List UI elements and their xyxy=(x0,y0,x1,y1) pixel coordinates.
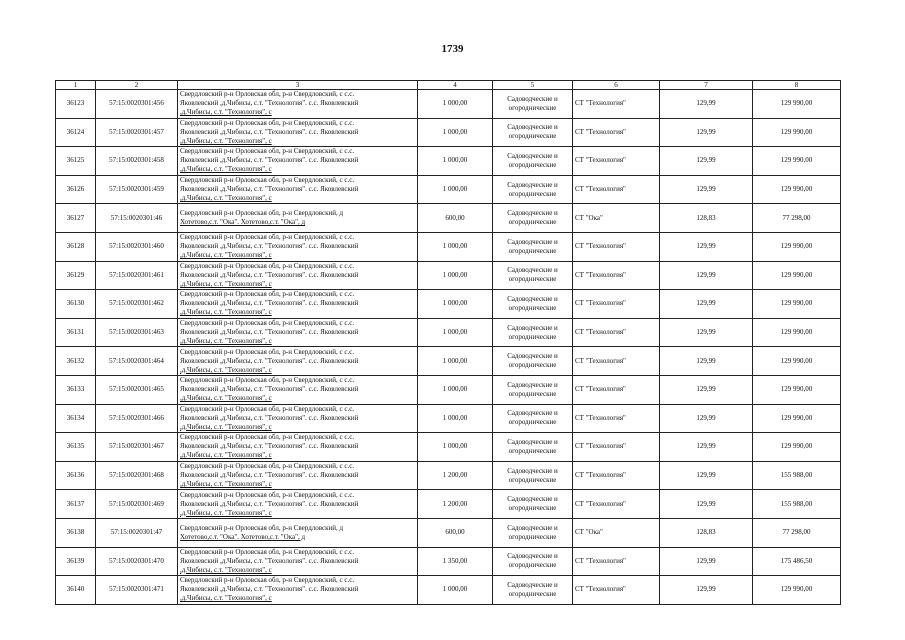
cadastral-number: 57:15:0020301:468 xyxy=(96,461,178,490)
specific-value: 129,99 xyxy=(660,261,753,290)
address-line: Яковлевский ,д.Чибисы, с.т. "Технология". с.с. Яковлевский xyxy=(180,356,359,365)
area-value: 1 000,00 xyxy=(418,404,493,433)
cadastral-value: 129 990,00 xyxy=(753,261,841,290)
table-row xyxy=(56,318,841,347)
specific-value: 129,99 xyxy=(660,232,753,261)
address-line: ,д.Чибисы, с.т. "Технология", с xyxy=(180,251,272,260)
record-number: 36130 xyxy=(56,290,96,319)
cadastral-number: 57:15:0020301:469 xyxy=(96,490,178,519)
cadastral-value: 129 990,00 xyxy=(753,90,841,119)
record-number: 36139 xyxy=(56,547,96,576)
address-line: ,д.Чибисы, с.т. "Технология", с xyxy=(180,279,272,288)
address-cell xyxy=(178,290,418,319)
table-row xyxy=(56,347,841,376)
cadastral-number: 57:15:0020301:471 xyxy=(96,576,178,605)
address-line: Яковлевский ,д.Чибисы, с.т. "Технология". с.с. Яковлевский xyxy=(180,385,359,394)
address-line: Яковлевский ,д.Чибисы, с.т. "Технология". с.с. Яковлевский xyxy=(180,242,359,251)
column-header: 3 xyxy=(178,81,418,90)
record-number: 36123 xyxy=(56,90,96,119)
cadastral-value: 77 298,00 xyxy=(753,518,841,547)
organization-name: СТ "Ока" xyxy=(573,204,660,233)
organization-name: СТ "Технология" xyxy=(573,490,660,519)
land-use-line: огороднические xyxy=(508,504,557,513)
address-line: Яковлевский ,д.Чибисы, с.т. "Технология". с.с. Яковлевский xyxy=(180,556,359,565)
record-number: 36138 xyxy=(56,518,96,547)
address-line: Свердловский р-н Орловская обл, р-н Свердловский, с с.с. xyxy=(180,261,355,270)
address-line: ,д.Чибисы, с.т. "Технология", с xyxy=(180,394,272,403)
land-use-cell xyxy=(493,576,573,605)
record-number: 36124 xyxy=(56,118,96,147)
address-line: ,д.Чибисы, с.т. "Технология", с xyxy=(180,136,272,145)
address-cell xyxy=(178,232,418,261)
specific-value: 129,99 xyxy=(660,290,753,319)
address-cell xyxy=(178,90,418,119)
land-use-line: Садоводческие и xyxy=(507,180,558,189)
address-line: Яковлевский ,д.Чибисы, с.т. "Технология". с.с. Яковлевский xyxy=(180,127,359,136)
land-use-line: Садоводческие и xyxy=(507,552,558,561)
area-value: 1 000,00 xyxy=(418,175,493,204)
area-value: 1 000,00 xyxy=(418,433,493,462)
address-cell xyxy=(178,118,418,147)
cadastral-value-table xyxy=(55,80,841,605)
address-line: ,д.Чибисы, с.т. "Технология", с xyxy=(180,594,272,603)
land-use-line: Садоводческие и xyxy=(507,352,558,361)
address-line: Яковлевский ,д.Чибисы, с.т. "Технология". с.с. Яковлевский xyxy=(180,328,359,337)
table-row xyxy=(56,404,841,433)
table-row xyxy=(56,490,841,519)
land-use-line: огороднические xyxy=(508,389,557,398)
land-use-line: огороднические xyxy=(508,561,557,570)
table-row xyxy=(56,461,841,490)
area-value: 1 000,00 xyxy=(418,576,493,605)
land-use-cell xyxy=(493,204,573,233)
organization-name: СТ "Технология" xyxy=(573,433,660,462)
land-use-line: огороднические xyxy=(508,303,557,312)
cadastral-number: 57:15:0020301:470 xyxy=(96,547,178,576)
land-use-cell xyxy=(493,118,573,147)
land-use-line: Садоводческие и xyxy=(507,237,558,246)
cadastral-value: 155 988,00 xyxy=(753,461,841,490)
area-value: 600,00 xyxy=(418,518,493,547)
record-number: 36133 xyxy=(56,375,96,404)
column-header: 1 xyxy=(56,81,96,90)
cadastral-number: 57:15:0020301:464 xyxy=(96,347,178,376)
column-header: 2 xyxy=(96,81,178,90)
record-number: 36127 xyxy=(56,204,96,233)
cadastral-value: 129 990,00 xyxy=(753,175,841,204)
column-header: 5 xyxy=(493,81,573,90)
land-use-line: Садоводческие и xyxy=(507,209,558,218)
specific-value: 129,99 xyxy=(660,576,753,605)
record-number: 36128 xyxy=(56,232,96,261)
column-header: 4 xyxy=(418,81,493,90)
specific-value: 129,99 xyxy=(660,90,753,119)
table-row xyxy=(56,147,841,176)
land-use-cell xyxy=(493,547,573,576)
address-line: ,д.Чибисы, с.т. "Технология", с xyxy=(180,365,272,374)
land-use-line: Садоводческие и xyxy=(507,437,558,446)
address-cell xyxy=(178,404,418,433)
land-use-cell xyxy=(493,261,573,290)
cadastral-number: 57:15:0020301:460 xyxy=(96,232,178,261)
cadastral-number: 57:15:0020301:462 xyxy=(96,290,178,319)
organization-name: СТ "Технология" xyxy=(573,290,660,319)
column-number-row xyxy=(56,81,841,90)
address-cell xyxy=(178,204,418,233)
table-body xyxy=(56,90,841,605)
specific-value: 129,99 xyxy=(660,433,753,462)
land-use-line: Садоводческие и xyxy=(507,495,558,504)
address-line: Яковлевский ,д.Чибисы, с.т. "Технология". с.с. Яковлевский xyxy=(180,442,359,451)
address-line: ,д.Чибисы, с.т. "Технология", с xyxy=(180,565,272,574)
specific-value: 129,99 xyxy=(660,347,753,376)
address-cell xyxy=(178,461,418,490)
land-use-cell xyxy=(493,175,573,204)
land-use-line: огороднические xyxy=(508,475,557,484)
land-use-line: Садоводческие и xyxy=(507,409,558,418)
record-number: 36132 xyxy=(56,347,96,376)
land-use-cell xyxy=(493,318,573,347)
land-use-cell xyxy=(493,347,573,376)
area-value: 1 350,00 xyxy=(418,547,493,576)
address-cell xyxy=(178,576,418,605)
cadastral-value: 129 990,00 xyxy=(753,118,841,147)
specific-value: 129,99 xyxy=(660,461,753,490)
specific-value: 128,83 xyxy=(660,518,753,547)
organization-name: СТ "Ока" xyxy=(573,518,660,547)
land-use-cell xyxy=(493,290,573,319)
organization-name: СТ "Технология" xyxy=(573,461,660,490)
cadastral-number: 57:15:0020301:46 xyxy=(96,204,178,233)
table-row xyxy=(56,175,841,204)
address-line: Хотетово,с.т. "Ока". Хотетово,с.т. "Ока", д xyxy=(180,218,306,227)
address-cell xyxy=(178,347,418,376)
record-number: 36140 xyxy=(56,576,96,605)
address-line: Свердловский р-н Орловская обл, р-н Свердловский, с с.с. xyxy=(180,118,355,127)
table-row xyxy=(56,518,841,547)
land-use-line: Садоводческие и xyxy=(507,580,558,589)
address-line: Яковлевский ,д.Чибисы, с.т. "Технология". с.с. Яковлевский xyxy=(180,185,359,194)
land-use-line: Садоводческие и xyxy=(507,523,558,532)
area-value: 1 000,00 xyxy=(418,290,493,319)
area-value: 1 000,00 xyxy=(418,147,493,176)
address-cell xyxy=(178,147,418,176)
record-number: 36125 xyxy=(56,147,96,176)
land-use-line: огороднические xyxy=(508,218,557,227)
address-cell xyxy=(178,490,418,519)
table-row xyxy=(56,290,841,319)
organization-name: СТ "Технология" xyxy=(573,261,660,290)
address-cell xyxy=(178,518,418,547)
land-use-line: огороднические xyxy=(508,418,557,427)
land-use-cell xyxy=(493,375,573,404)
organization-name: СТ "Технология" xyxy=(573,375,660,404)
land-use-line: огороднические xyxy=(508,446,557,455)
address-line: ,д.Чибисы, с.т. "Технология", с xyxy=(180,451,272,460)
specific-value: 129,99 xyxy=(660,175,753,204)
land-use-cell xyxy=(493,433,573,462)
address-line: Свердловский р-н Орловская обл, р-н Свердловский, с с.с. xyxy=(180,347,355,356)
table-row xyxy=(56,118,841,147)
column-header: 8 xyxy=(753,81,841,90)
address-cell xyxy=(178,261,418,290)
address-line: ,д.Чибисы, с.т. "Технология", с xyxy=(180,480,272,489)
table-row xyxy=(56,232,841,261)
record-number: 36131 xyxy=(56,318,96,347)
land-use-line: Садоводческие и xyxy=(507,294,558,303)
cadastral-value: 129 990,00 xyxy=(753,232,841,261)
address-line: ,д.Чибисы, с.т. "Технология", с xyxy=(180,308,272,317)
land-use-line: Садоводческие и xyxy=(507,466,558,475)
address-line: Свердловский р-н Орловская обл, р-н Свердловский, с с.с. xyxy=(180,290,355,299)
area-value: 600,00 xyxy=(418,204,493,233)
cadastral-value: 129 990,00 xyxy=(753,290,841,319)
address-line: Свердловский р-н Орловская обл, р-н Свердловский, с с.с. xyxy=(180,233,355,242)
cadastral-number: 57:15:0020301:461 xyxy=(96,261,178,290)
address-line: Яковлевский ,д.Чибисы, с.т. "Технология". с.с. Яковлевский xyxy=(180,499,359,508)
land-use-line: Садоводческие и xyxy=(507,123,558,132)
address-line: Яковлевский ,д.Чибисы, с.т. "Технология". с.с. Яковлевский xyxy=(180,299,359,308)
table-row xyxy=(56,576,841,605)
land-use-line: огороднические xyxy=(508,532,557,541)
address-line: Яковлевский ,д.Чибисы, с.т. "Технология". с.с. Яковлевский xyxy=(180,585,359,594)
cadastral-value: 175 486,50 xyxy=(753,547,841,576)
specific-value: 129,99 xyxy=(660,375,753,404)
specific-value: 129,99 xyxy=(660,118,753,147)
area-value: 1 000,00 xyxy=(418,375,493,404)
cadastral-number: 57:15:0020301:456 xyxy=(96,90,178,119)
land-use-cell xyxy=(493,404,573,433)
address-cell xyxy=(178,547,418,576)
address-line: ,д.Чибисы, с.т. "Технология", с xyxy=(180,337,272,346)
column-header: 7 xyxy=(660,81,753,90)
address-line: Свердловский р-н Орловская обл, р-н Свердловский, с с.с. xyxy=(180,90,355,99)
land-use-cell xyxy=(493,490,573,519)
cadastral-number: 57:15:0020301:47 xyxy=(96,518,178,547)
land-use-line: Садоводческие и xyxy=(507,380,558,389)
land-use-cell xyxy=(493,518,573,547)
organization-name: СТ "Технология" xyxy=(573,90,660,119)
cadastral-value: 129 990,00 xyxy=(753,404,841,433)
table-row xyxy=(56,375,841,404)
organization-name: СТ "Технология" xyxy=(573,118,660,147)
record-number: 36129 xyxy=(56,261,96,290)
area-value: 1 000,00 xyxy=(418,261,493,290)
cadastral-value: 129 990,00 xyxy=(753,318,841,347)
address-line: ,д.Чибисы, с.т. "Технология", с xyxy=(180,108,272,117)
address-line: Яковлевский ,д.Чибисы, с.т. "Технология". с.с. Яковлевский xyxy=(180,156,359,165)
land-use-line: огороднические xyxy=(508,361,557,370)
address-cell xyxy=(178,375,418,404)
address-line: Свердловский р-н Орловская обл, р-н Свердловский, д xyxy=(180,523,344,532)
address-line: Яковлевский ,д.Чибисы, с.т. "Технология". с.с. Яковлевский xyxy=(180,99,359,108)
cadastral-value: 129 990,00 xyxy=(753,147,841,176)
address-line: Яковлевский ,д.Чибисы, с.т. "Технология". с.с. Яковлевский xyxy=(180,471,359,480)
organization-name: СТ "Технология" xyxy=(573,547,660,576)
address-line: Свердловский р-н Орловская обл, р-н Свердловский, с с.с. xyxy=(180,490,355,499)
address-line: Свердловский р-н Орловская обл, р-н Свердловский, с с.с. xyxy=(180,462,355,471)
organization-name: СТ "Технология" xyxy=(573,232,660,261)
address-line: Яковлевский ,д.Чибисы, с.т. "Технология". с.с. Яковлевский xyxy=(180,413,359,422)
address-cell xyxy=(178,175,418,204)
address-line: Свердловский р-н Орловская обл, р-н Свердловский, с с.с. xyxy=(180,547,355,556)
cadastral-number: 57:15:0020301:466 xyxy=(96,404,178,433)
address-cell xyxy=(178,318,418,347)
cadastral-number: 57:15:0020301:467 xyxy=(96,433,178,462)
cadastral-value: 129 990,00 xyxy=(753,433,841,462)
table-row xyxy=(56,547,841,576)
table-row xyxy=(56,261,841,290)
page-number: 1739 xyxy=(441,43,464,55)
cadastral-value: 129 990,00 xyxy=(753,347,841,376)
area-value: 1 200,00 xyxy=(418,490,493,519)
address-line: Свердловский р-н Орловская обл, р-н Свердловский, с с.с. xyxy=(180,176,355,185)
organization-name: СТ "Технология" xyxy=(573,347,660,376)
record-number: 36135 xyxy=(56,433,96,462)
organization-name: СТ "Технология" xyxy=(573,404,660,433)
address-line: Свердловский р-н Орловская обл, р-н Свердловский, с с.с. xyxy=(180,376,355,385)
land-use-line: огороднические xyxy=(508,332,557,341)
address-line: Хотетово,с.т. "Ока". Хотетово,с.т. "Ока", д xyxy=(180,532,306,541)
area-value: 1 200,00 xyxy=(418,461,493,490)
land-use-line: огороднические xyxy=(508,103,557,112)
land-use-cell xyxy=(493,90,573,119)
cadastral-number: 57:15:0020301:465 xyxy=(96,375,178,404)
address-line: Свердловский р-н Орловская обл, р-н Свердловский, с с.с. xyxy=(180,433,355,442)
cadastral-value: 129 990,00 xyxy=(753,375,841,404)
record-number: 36137 xyxy=(56,490,96,519)
land-use-line: огороднические xyxy=(508,160,557,169)
land-use-line: огороднические xyxy=(508,275,557,284)
address-line: ,д.Чибисы, с.т. "Технология", с xyxy=(180,194,272,203)
cadastral-number: 57:15:0020301:459 xyxy=(96,175,178,204)
organization-name: СТ "Технология" xyxy=(573,318,660,347)
specific-value: 129,99 xyxy=(660,318,753,347)
specific-value: 129,99 xyxy=(660,547,753,576)
address-line: Свердловский р-н Орловская обл, р-н Свердловский, с с.с. xyxy=(180,147,355,156)
land-use-line: Садоводческие и xyxy=(507,94,558,103)
organization-name: СТ "Технология" xyxy=(573,576,660,605)
address-cell xyxy=(178,433,418,462)
address-line: Свердловский р-н Орловская обл, р-н Свердловский, с с.с. xyxy=(180,404,355,413)
specific-value: 129,99 xyxy=(660,490,753,519)
cadastral-value: 77 298,00 xyxy=(753,204,841,233)
land-use-cell xyxy=(493,147,573,176)
organization-name: СТ "Технология" xyxy=(573,175,660,204)
land-use-line: Садоводческие и xyxy=(507,323,558,332)
area-value: 1 000,00 xyxy=(418,90,493,119)
area-value: 1 000,00 xyxy=(418,232,493,261)
area-value: 1 000,00 xyxy=(418,118,493,147)
land-use-line: огороднические xyxy=(508,246,557,255)
address-line: ,д.Чибисы, с.т. "Технология", с xyxy=(180,165,272,174)
cadastral-number: 57:15:0020301:457 xyxy=(96,118,178,147)
land-use-cell xyxy=(493,232,573,261)
area-value: 1 000,00 xyxy=(418,347,493,376)
area-value: 1 000,00 xyxy=(418,318,493,347)
address-line: ,д.Чибисы, с.т. "Технология", с xyxy=(180,422,272,431)
record-number: 36134 xyxy=(56,404,96,433)
specific-value: 129,99 xyxy=(660,147,753,176)
land-use-line: Садоводческие и xyxy=(507,266,558,275)
record-number: 36136 xyxy=(56,461,96,490)
cadastral-number: 57:15:0020301:458 xyxy=(96,147,178,176)
cadastral-value: 155 988,00 xyxy=(753,490,841,519)
table-row xyxy=(56,433,841,462)
cadastral-number: 57:15:0020301:463 xyxy=(96,318,178,347)
specific-value: 128,83 xyxy=(660,204,753,233)
land-use-cell xyxy=(493,461,573,490)
address-line: Яковлевский ,д.Чибисы, с.т. "Технология". с.с. Яковлевский xyxy=(180,270,359,279)
land-use-line: огороднические xyxy=(508,132,557,141)
table-row xyxy=(56,204,841,233)
land-use-line: Садоводческие и xyxy=(507,151,558,160)
address-line: Свердловский р-н Орловская обл, р-н Свердловский, д xyxy=(180,209,344,218)
column-header: 6 xyxy=(573,81,660,90)
organization-name: СТ "Технология" xyxy=(573,147,660,176)
table-row xyxy=(56,90,841,119)
cadastral-value: 129 990,00 xyxy=(753,576,841,605)
address-line: Свердловский р-н Орловская обл, р-н Свердловский, с с.с. xyxy=(180,576,355,585)
land-use-line: огороднические xyxy=(508,189,557,198)
land-use-line: огороднические xyxy=(508,589,557,598)
address-line: Свердловский р-н Орловская обл, р-н Свердловский, с с.с. xyxy=(180,319,355,328)
address-line: ,д.Чибисы, с.т. "Технология", с xyxy=(180,508,272,517)
specific-value: 129,99 xyxy=(660,404,753,433)
record-number: 36126 xyxy=(56,175,96,204)
